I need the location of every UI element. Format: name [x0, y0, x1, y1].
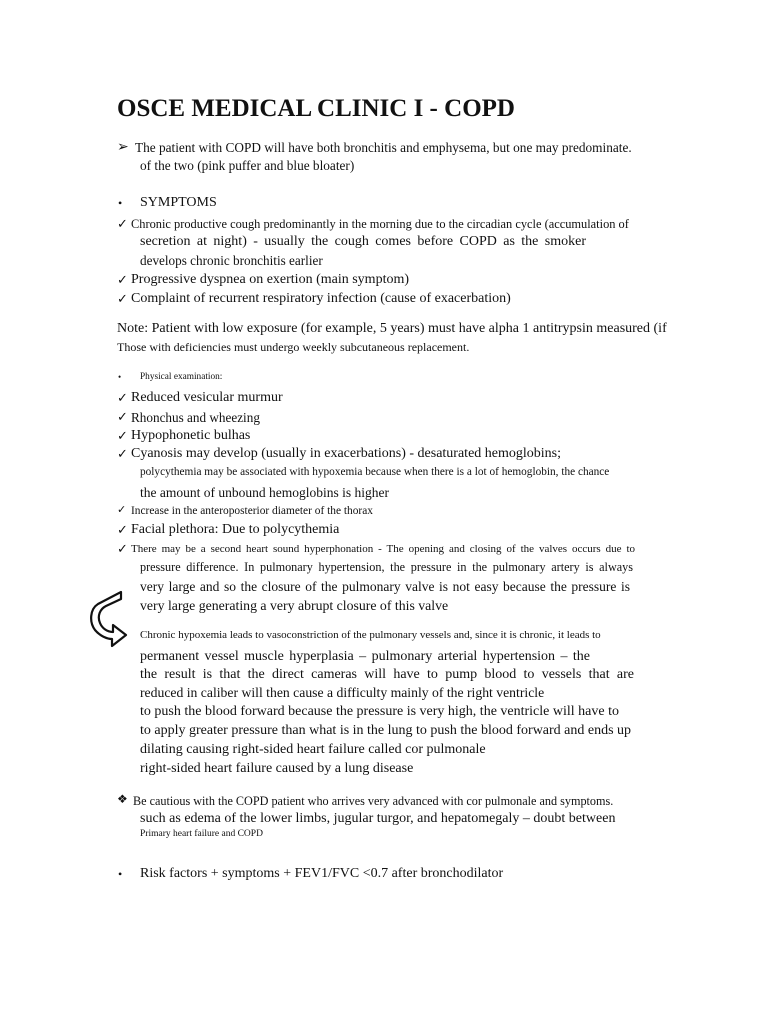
- bullet-icon: •: [118, 196, 123, 210]
- exam-item-7-line-2: pressure difference. In pulmonary hypertension, the pressure in the pulmonary artery is always: [140, 560, 633, 574]
- exam-item-5: Increase in the anteroposterior diameter of the thorax: [131, 505, 373, 517]
- note-line-1: Note: Patient with low exposure (for example, 5 years) must have alpha 1 antitrypsin measured (if: [117, 321, 667, 336]
- caution-line-1: Be cautious with the COPD patient who arrives very advanced with cor pulmonale and symptoms.: [133, 794, 614, 808]
- check-icon: ✓: [117, 216, 128, 231]
- note-line-2: Those with deficiencies must undergo weekly subcutaneous replacement.: [117, 340, 470, 354]
- check-icon: ✓: [117, 428, 128, 443]
- hypoxemia-line-2: permanent vessel muscle hyperplasia – pulmonary arterial hypertension – the: [140, 649, 590, 664]
- check-icon: ✓: [117, 504, 127, 516]
- arrow-bullet-icon: ➢: [117, 140, 129, 155]
- symptom-1-line-3: develops chronic bronchitis earlier: [140, 253, 323, 268]
- caution-line-2: such as edema of the lower limbs, jugular turgor, and hepatomegaly – doubt between: [140, 811, 616, 826]
- curved-arrow-icon: [88, 590, 132, 652]
- diagnosis-criteria: Risk factors + symptoms + FEV1/FVC <0.7 after bronchodilator: [140, 866, 504, 881]
- symptom-3: Complaint of recurrent respiratory infection (cause of exacerbation): [131, 291, 511, 306]
- exam-heading: Physical examination:: [140, 372, 223, 382]
- exam-item-3: Hypophonetic bulhas: [131, 428, 251, 443]
- check-icon: ✓: [117, 446, 128, 461]
- bullet-icon: •: [118, 867, 123, 881]
- hypoxemia-line-8: right-sided heart failure caused by a lung disease: [140, 761, 414, 776]
- bullet-icon: •: [118, 372, 122, 382]
- caution-line-3: Primary heart failure and COPD: [140, 829, 263, 839]
- intro-line-1: The patient with COPD will have both bronchitis and emphysema, but one may predominate.: [135, 140, 632, 155]
- exam-item-7-line-3: very large and so the closure of the pulmonary valve is not easy because the pressure is: [140, 579, 630, 594]
- exam-item-7-line-1: There may be a second heart sound hyperphonation - The opening and closing of the valves occurs due to: [131, 543, 635, 555]
- hypoxemia-line-3: the result is that the direct cameras will have to pump blood to vessels that are: [140, 667, 634, 682]
- symptom-1-line-1: Chronic productive cough predominantly in the morning due to the circadian cycle (accumulation of: [131, 217, 629, 231]
- hypoxemia-line-7: dilating causing right-sided heart failure called cor pulmonale: [140, 742, 486, 757]
- exam-item-2: Rhonchus and wheezing: [131, 410, 260, 425]
- symptom-1-line-2: secretion at night) - usually the cough comes before COPD as the smoker: [140, 234, 586, 249]
- exam-item-7-line-4: very large generating a very abrupt closure of this valve: [140, 598, 449, 613]
- symptom-2: Progressive dyspnea on exertion (main symptom): [131, 272, 410, 287]
- hypoxemia-line-6: to apply greater pressure than what is in the lung to push the blood forward and ends up: [140, 723, 632, 738]
- check-icon: ✓: [117, 272, 128, 287]
- check-icon: ✓: [117, 390, 128, 405]
- exam-item-6: Facial plethora: Due to polycythemia: [131, 522, 340, 537]
- exam-item-4-line-3: the amount of unbound hemoglobins is higher: [140, 485, 389, 500]
- symptoms-heading: SYMPTOMS: [140, 195, 217, 210]
- diamond-bullet-icon: ❖: [117, 792, 128, 806]
- intro-line-2: of the two (pink puffer and blue bloater): [140, 158, 355, 173]
- exam-item-4-line-2: polycythemia may be associated with hypoxemia because when there is a lot of hemoglobin, the chance: [140, 466, 610, 478]
- page-title: OSCE MEDICAL CLINIC I - COPD: [117, 95, 515, 122]
- hypoxemia-line-4: reduced in caliber will then cause a difficulty mainly of the right ventricle: [140, 685, 545, 700]
- check-icon: ✓: [117, 541, 128, 556]
- exam-item-4-line-1: Cyanosis may develop (usually in exacerbations) - desaturated hemoglobins;: [131, 446, 562, 461]
- hypoxemia-line-5: to push the blood forward because the pressure is very high, the ventricle will have to: [140, 704, 619, 719]
- check-icon: ✓: [117, 409, 128, 424]
- check-icon: ✓: [117, 522, 128, 537]
- exam-item-1: Reduced vesicular murmur: [131, 390, 283, 405]
- hypoxemia-line-1: Chronic hypoxemia leads to vasoconstriction of the pulmonary vessels and, since it is chronic, it leads to: [140, 629, 601, 641]
- check-icon: ✓: [117, 291, 128, 306]
